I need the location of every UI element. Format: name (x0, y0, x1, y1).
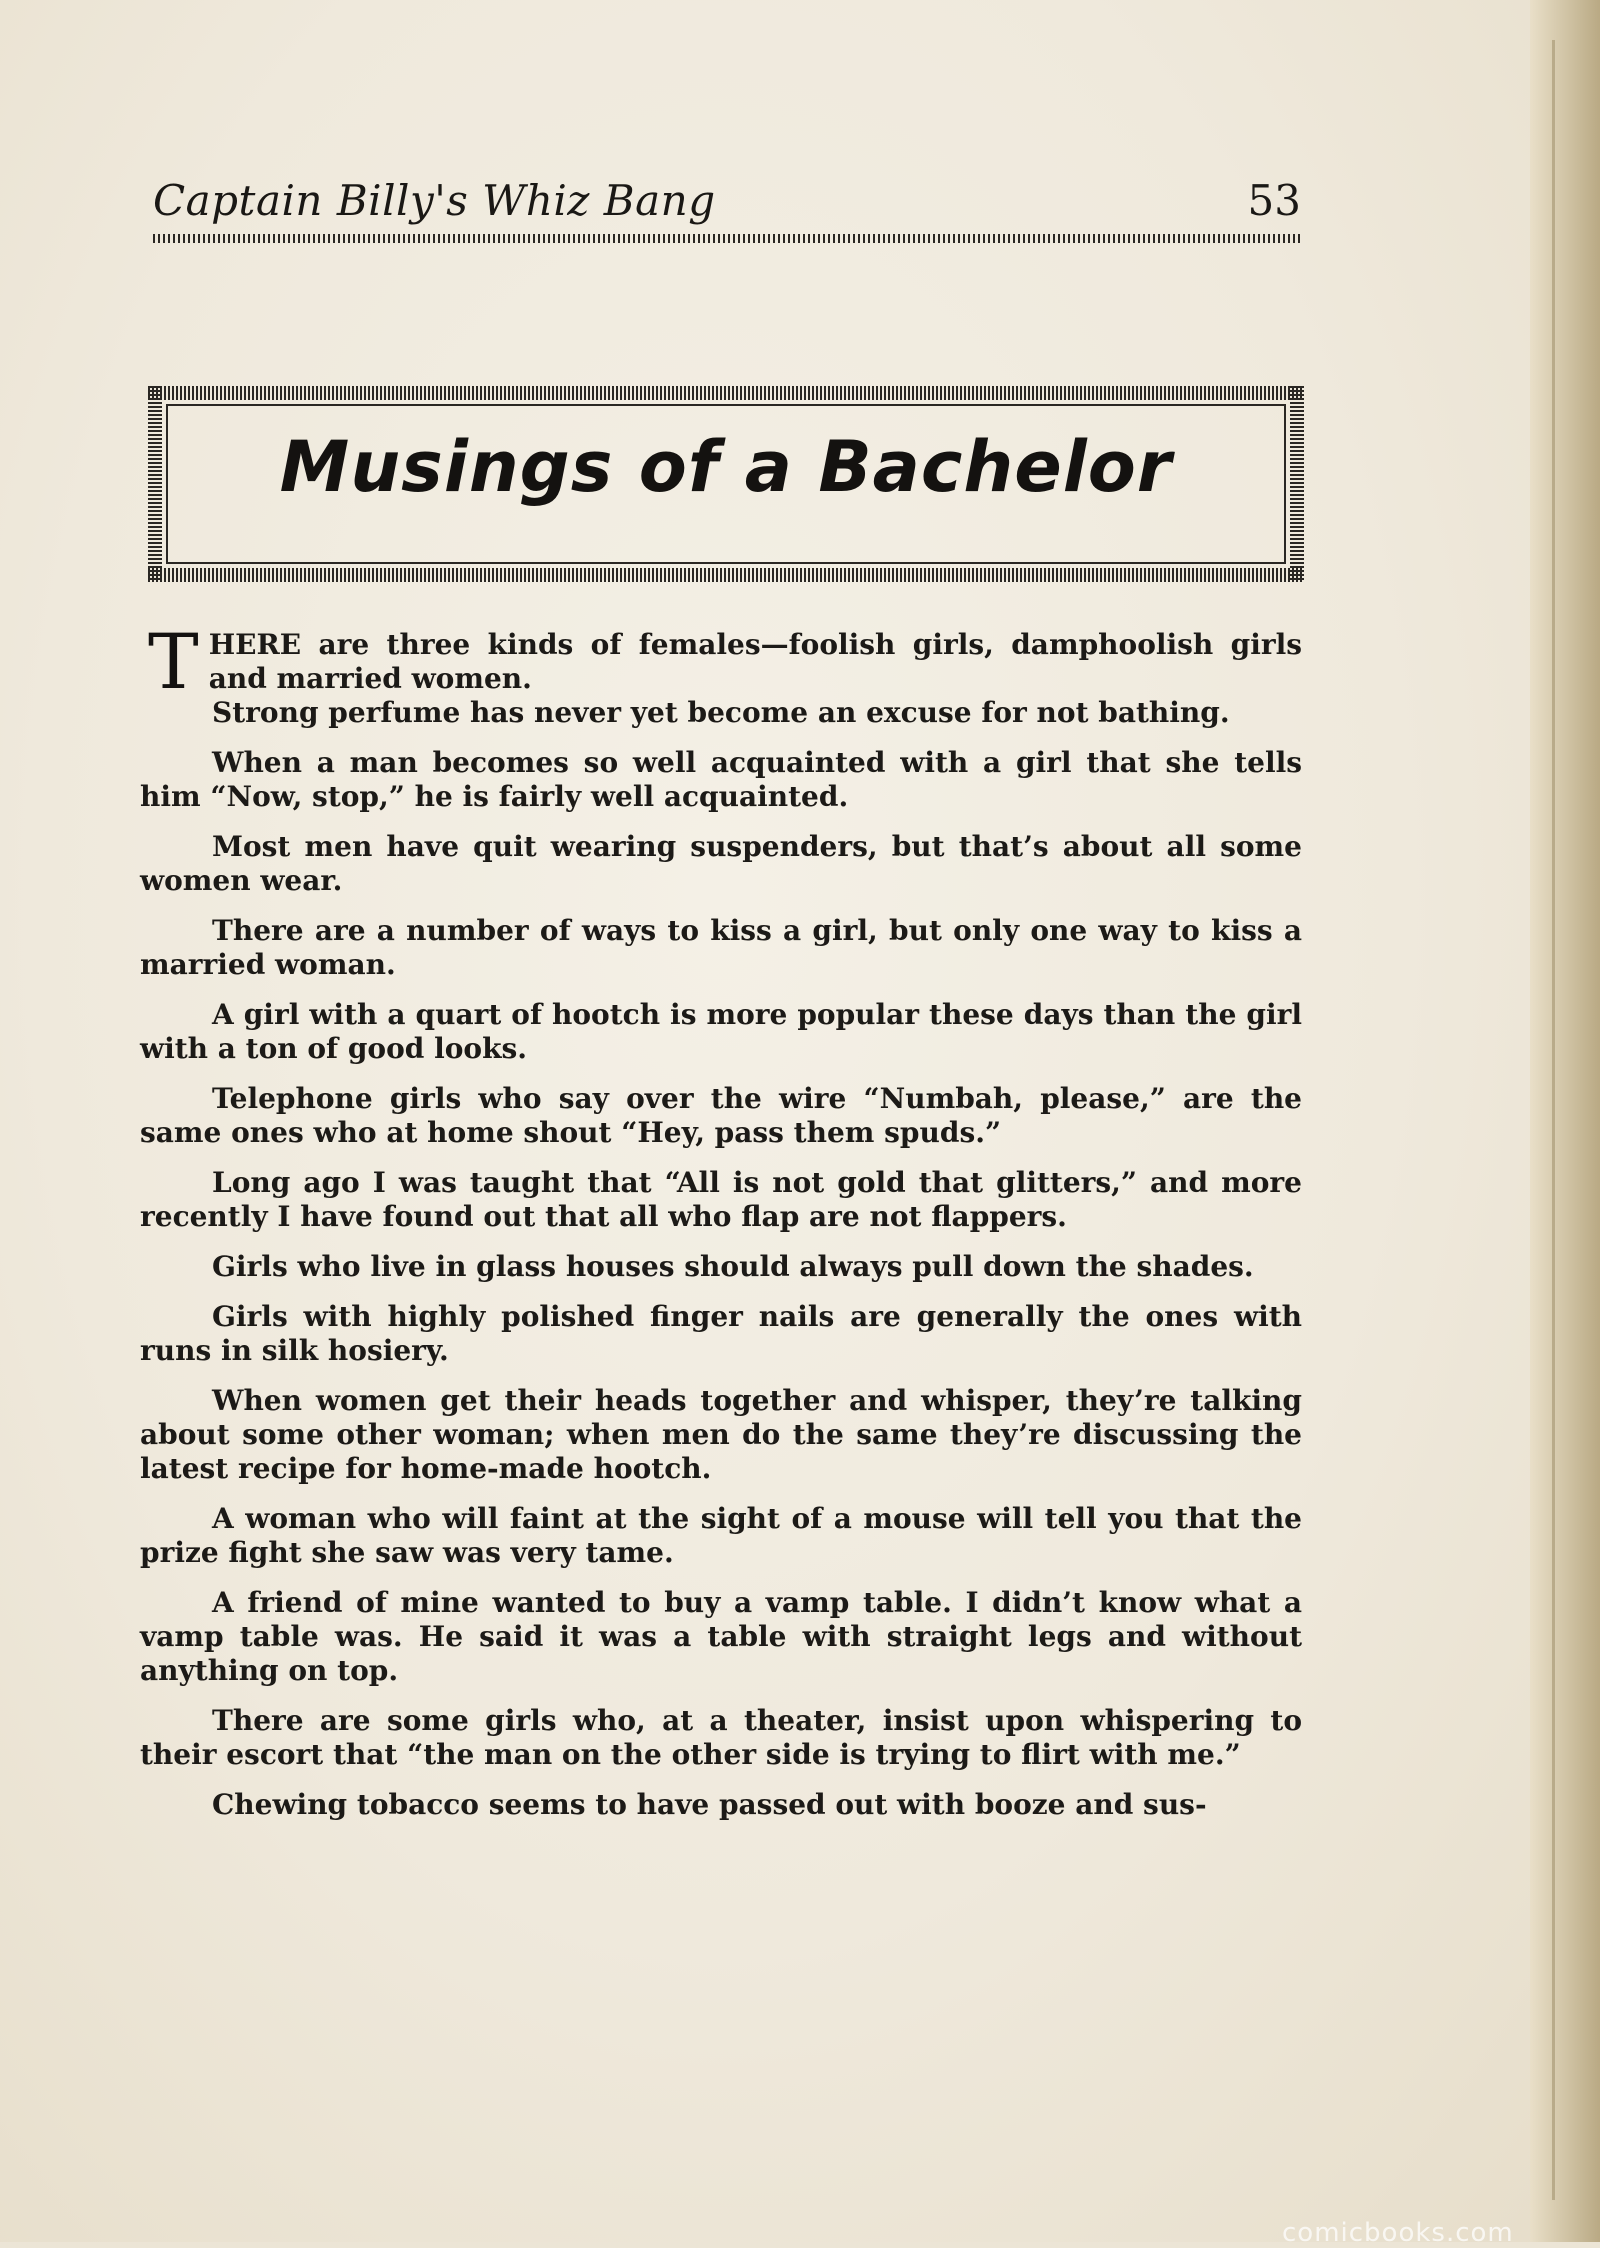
paragraph: Chewing tobacco seems to have passed out with booze and sus- (212, 1788, 1207, 1821)
title-box (148, 386, 1304, 582)
paragraph: Girls who live in glass houses should always pull down the shades. (212, 1250, 1254, 1283)
article-title: Musings of a Bachelor (279, 426, 1173, 508)
watermark: comicbooks.com (1282, 2218, 1514, 2248)
magazine-title: Captain Billy's Whiz Bang (153, 176, 716, 225)
drop-cap: T (148, 617, 199, 706)
paragraph: Strong perfume has never yet become an excuse for not bathing. (212, 696, 1230, 729)
running-head (153, 176, 1301, 228)
title-box-border-top (148, 386, 1304, 400)
paragraph: Most men have quit wearing suspenders, but that’s about all some women wear. (140, 830, 1302, 897)
paragraph: When a man becomes so well acquainted with a girl that she tells him “Now, stop,” he is fairly well acquainted. (140, 746, 1302, 813)
title-box-border-bottom (148, 568, 1304, 582)
paragraph: A friend of mine wanted to buy a vamp table. I didn’t know what a vamp table was. He said it was a table with straight legs and without anything on top. (140, 1586, 1302, 1687)
paragraph: A girl with a quart of hootch is more popular these days than the girl with a ton of good looks. (140, 998, 1302, 1065)
paragraph: Girls with highly polished finger nails are generally the ones with runs in silk hosiery. (140, 1300, 1302, 1367)
paragraph-text: HERE are three kinds of females—foolish girls, damphoolish girls and married women. (208, 628, 1302, 695)
paragraph: Long ago I was taught that “All is not gold that glitters,” and more recently I have found out that all who flap are not flappers. (140, 1166, 1302, 1233)
paragraph: There are some girls who, at a theater, insist upon whispering to their escort that “the man on the other side is trying to flirt with me.” (140, 1704, 1302, 1771)
paragraph: When women get their heads together and whisper, they’re talking about some other woman; when men do the same they’re discussing the latest recipe for home-made hootch. (140, 1384, 1302, 1485)
page-number: 53 (1247, 176, 1301, 225)
paragraph: There are a number of ways to kiss a girl, but only one way to kiss a married woman. (140, 914, 1302, 981)
paragraph: A woman who will faint at the sight of a mouse will tell you that the prize fight she saw was very tame. (140, 1502, 1302, 1569)
paragraph (140, 617, 1302, 706)
page-edge (1530, 0, 1600, 2242)
header-rule (153, 234, 1301, 243)
article-body (140, 617, 1302, 1838)
paragraph: Telephone girls who say over the wire “Numbah, please,” are the same ones who at home shout “Hey, pass them spuds.” (140, 1082, 1302, 1149)
